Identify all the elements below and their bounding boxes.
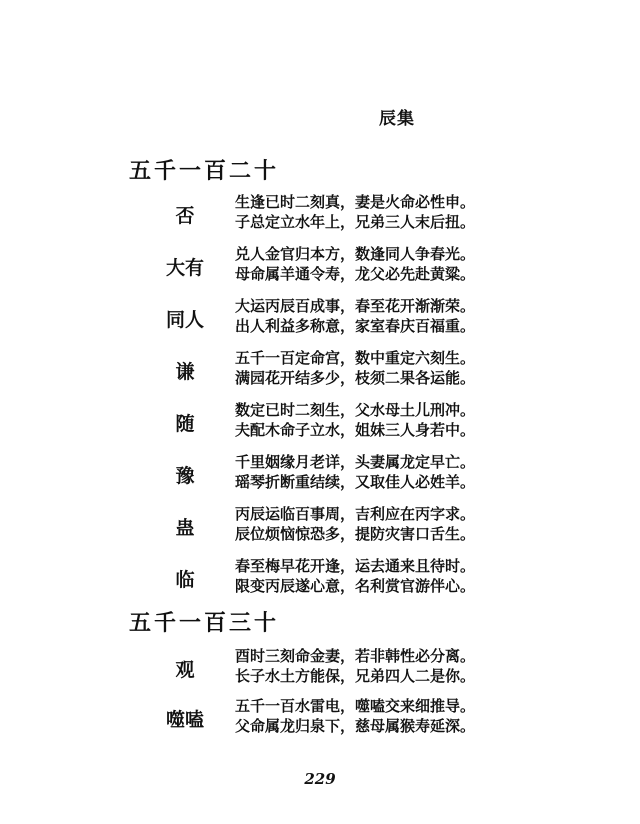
page-number: 229: [304, 770, 336, 788]
verse: [235, 348, 475, 388]
verse-line: 长子水土方能保，兄弟四人二是你。: [235, 667, 476, 685]
hexagram-entry: [0, 504, 640, 544]
verse-line: 瑶琴折断重结续，又取佳人必姓羊。: [235, 473, 476, 491]
hexagram-name: 蛊: [175, 517, 195, 539]
verse: [235, 452, 475, 492]
hexagram-name: 临: [175, 569, 195, 591]
hexagram-entry: [0, 400, 640, 440]
hexagram-entry: [0, 452, 640, 492]
verse-line: 大运丙辰百成事，春至花开渐渐荣。: [235, 297, 476, 315]
hexagram-entry: [0, 556, 640, 596]
verse: [235, 556, 475, 596]
hexagram-name: 否: [175, 205, 195, 227]
hexagram-entry: [0, 696, 640, 736]
verse: [235, 192, 475, 232]
verse: [235, 296, 475, 336]
hexagram-name: 观: [175, 659, 195, 681]
verse-line: 五千一百水雷电，噬嗑交来细推导。: [235, 697, 476, 715]
hexagram-name: 豫: [175, 465, 195, 487]
verse-line: 夫配木命子立水，姐妹三人身若中。: [235, 421, 476, 439]
verse-line: 限变丙辰遂心意，名利赏官游伴心。: [235, 577, 476, 595]
verse-line: 酉时三刻命金妻，若非韩性必分离。: [235, 647, 476, 665]
verse-line: 生逢已时二刻真，妻是火命必性申。: [235, 193, 476, 211]
verse: [235, 244, 475, 284]
verse-line: 千里姻缘月老详，头妻属龙定早亡。: [235, 453, 476, 471]
verse-line: 丙辰运临百事周，吉利应在丙字求。: [235, 505, 476, 523]
verse-line: 子总定立水年上，兄弟三人末后扭。: [235, 213, 476, 231]
verse-line: 辰位烦恼惊恐多，提防灾害口舌生。: [235, 525, 476, 543]
hexagram-entry: [0, 348, 640, 388]
verse: [235, 696, 475, 736]
verse-line: 满园花开结多少，枝须二果各运能。: [235, 369, 476, 387]
section-heading: 五千一百二十: [129, 158, 280, 184]
collection-title: 辰集: [379, 109, 415, 129]
verse-line: 数定已时二刻生，父水母土儿刑冲。: [235, 401, 476, 419]
verse: [235, 400, 475, 440]
hexagram-name: 同人: [165, 309, 204, 331]
hexagram-entry: [0, 244, 640, 284]
verse-line: 父命属龙归泉下，慈母属猴寿延深。: [235, 717, 476, 735]
verse-line: 春至梅早花开逢，运去通来且待时。: [235, 557, 476, 575]
hexagram-entry: [0, 296, 640, 336]
hexagram-entry: [0, 646, 640, 686]
verse-line: 五千一百定命宫，数中重定六刻生。: [235, 349, 476, 367]
section-heading: 五千一百三十: [129, 610, 280, 636]
verse-line: 母命属羊通令寿，龙父必先赴黄粱。: [235, 265, 476, 283]
hexagram-name: 噬嗑: [165, 709, 204, 731]
hexagram-name: 随: [175, 413, 195, 435]
hexagram-name: 谦: [175, 361, 195, 383]
verse-line: 兑人金官归本方，数逢同人争春光。: [235, 245, 476, 263]
hexagram-name: 大有: [165, 257, 204, 279]
verse: [235, 504, 475, 544]
verse-line: 出人利益多称意，家室春庆百福重。: [235, 317, 476, 335]
hexagram-entry: [0, 192, 640, 232]
verse: [235, 646, 475, 686]
